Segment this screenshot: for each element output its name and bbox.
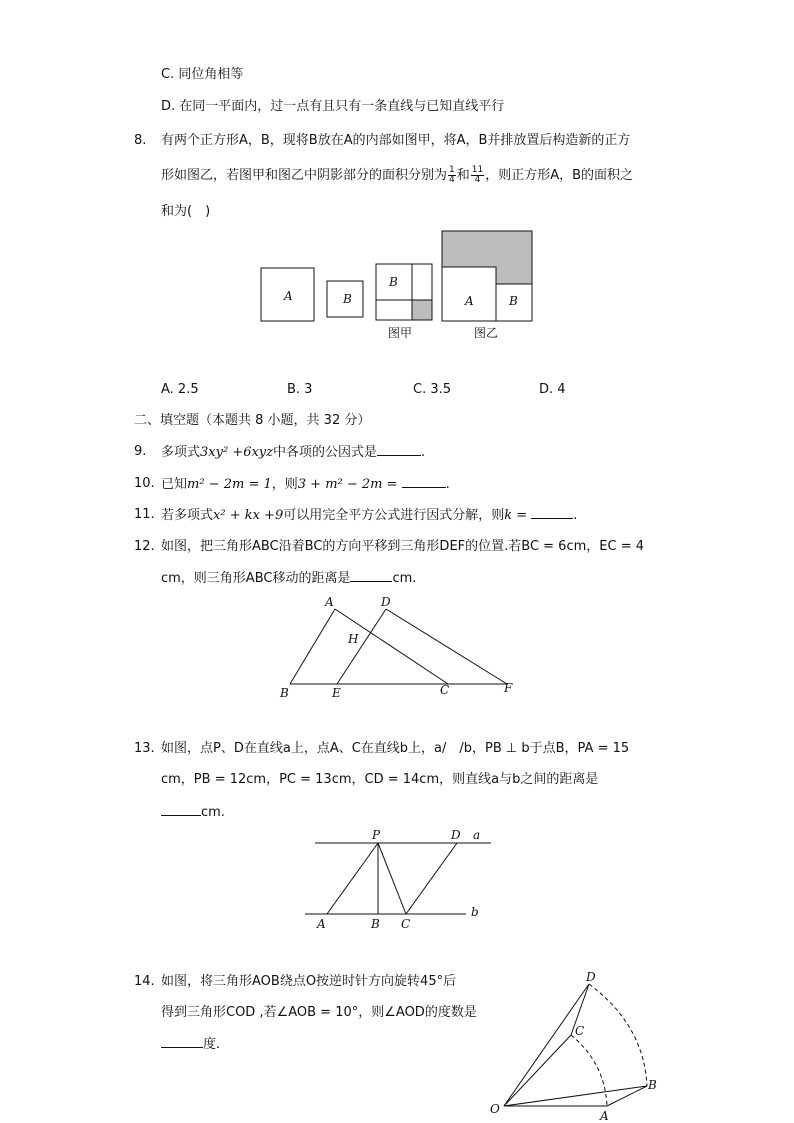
q8-conj: 和 [456, 168, 470, 183]
q11-text [161, 506, 577, 525]
q9-expr: 3xy² +6xyz [200, 445, 273, 460]
q8-line3: 和为( ) [161, 204, 211, 219]
point-d: D [381, 595, 391, 609]
q11-expr: x² + kx +9 [213, 508, 284, 523]
point-p: P [372, 828, 381, 842]
q8-figure [250, 225, 550, 350]
point-d: D [586, 970, 596, 984]
q12-line1: 如图，把三角形ABC沿着BC的方向平移到三角形DEF的位置.若BC = 6cm，EC = 4 [161, 539, 644, 554]
q8-line1: 有两个正方形A，B，现将B放在A的内部如图甲，将A，B并排放置后构造新的正方 [161, 133, 631, 148]
q12-line2a: cm，则三角形ABC移动的距离是 [161, 571, 351, 586]
segment-pa [327, 843, 378, 914]
label-yi-b: B [509, 294, 518, 308]
point-c: C [401, 917, 411, 931]
q14-answer-blank[interactable] [161, 1035, 203, 1048]
q9-number: 9. [134, 444, 147, 459]
q10-expr1: m² − 2m = 1 [187, 477, 272, 492]
segment-ob [504, 1086, 647, 1106]
segment-pc [378, 843, 406, 914]
segment-ba [290, 609, 335, 684]
q8-option-b: B. 3 [287, 382, 313, 397]
point-b: B [280, 686, 289, 700]
point-d: D [451, 828, 461, 842]
q12-line2b: cm. [392, 571, 417, 586]
q10-text [161, 475, 450, 494]
q8-option-d: D. 4 [539, 382, 566, 397]
q8-option-a: A. 2.5 [161, 382, 199, 397]
q10-answer-blank[interactable] [402, 475, 446, 488]
segment-df [386, 609, 507, 684]
label-line-b: b [471, 905, 479, 919]
q11-end: . [573, 508, 578, 523]
q11-mid: 可以用完全平方公式进行因式分解，则 [283, 508, 505, 523]
q11-answer-blank[interactable] [531, 506, 573, 519]
q9-end: . [421, 445, 426, 460]
q12-number: 12. [134, 539, 155, 554]
q10-expr2: 3 + m² − 2m = [297, 477, 398, 492]
point-f: F [504, 681, 513, 695]
q10-end: . [445, 477, 450, 492]
q8-frac1-den: 4 [449, 175, 455, 185]
q9-pre: 多项式 [161, 445, 201, 460]
segment-oc [504, 1035, 571, 1106]
q14-line3-text: 度. [203, 1037, 221, 1052]
q13-line3 [161, 803, 225, 822]
q11-expr2: k = [504, 508, 528, 523]
arc-db [589, 984, 647, 1086]
q12-figure [270, 590, 530, 705]
q8-frac2-num: 11 [471, 165, 484, 175]
segment-ed [337, 609, 386, 684]
q8-fraction-2 [471, 166, 484, 185]
q13-number: 13. [134, 741, 155, 756]
q13-line2: cm，PB = 12cm，PC = 13cm，CD = 14cm，则直线a与b之间的距离是 [161, 772, 599, 787]
q8-fraction-1 [448, 166, 456, 185]
arc-ca [571, 1035, 607, 1106]
q14-line2: 得到三角形COD ,若∠AOB = 10°，则∠AOD的度数是 [161, 1005, 477, 1020]
q7-option-c: C. 同位角相等 [161, 67, 244, 82]
section-heading: 二、填空题（本题共 8 小题，共 32 分） [134, 413, 371, 428]
q14-figure [484, 965, 669, 1123]
segment-ac [335, 609, 448, 684]
q11-pre: 若多项式 [161, 508, 214, 523]
segment-cd [406, 843, 457, 914]
label-jia-b: B [389, 275, 398, 289]
q9-text [161, 443, 425, 462]
q13-line3-text: cm. [201, 805, 225, 820]
q7-option-d: D. 在同一平面内，过一点有且只有一条直线与已知直线平行 [161, 99, 505, 114]
q8-frac1-num: 1 [449, 165, 455, 175]
fig-jia-shaded [412, 300, 432, 320]
point-a: A [317, 917, 326, 931]
point-e: E [332, 686, 341, 700]
q12-answer-blank[interactable] [350, 569, 392, 582]
q14-line3 [161, 1035, 220, 1054]
point-o: O [490, 1102, 500, 1116]
point-a: A [600, 1109, 609, 1123]
q14-line1: 如图，将三角形AOB绕点O按逆时针方向旋转45°后 [161, 974, 457, 989]
q9-post: 中各项的公因式是 [273, 445, 378, 460]
segment-od [504, 984, 589, 1106]
caption-jia: 图甲 [388, 326, 413, 340]
q10-pre: 已知 [161, 477, 188, 492]
point-h: H [348, 632, 359, 646]
q10-number: 10. [134, 476, 155, 491]
q8-frac2-den: 4 [474, 175, 481, 185]
point-c: C [440, 683, 450, 697]
caption-yi: 图乙 [474, 326, 499, 340]
label-a: A [284, 289, 293, 303]
point-b: B [371, 917, 380, 931]
q8-option-c: C. 3.5 [413, 382, 452, 397]
q13-answer-blank[interactable] [161, 803, 201, 816]
q8-line2 [161, 166, 633, 185]
q8-line2a: 形如图乙，若图甲和图乙中阴影部分的面积分别为 [161, 168, 448, 183]
point-c: C [575, 1024, 585, 1038]
q12-line2 [161, 569, 416, 588]
point-b: B [648, 1078, 657, 1092]
point-a: A [325, 595, 334, 609]
q9-answer-blank[interactable] [377, 443, 421, 456]
q10-mid: ，则 [271, 477, 298, 492]
label-yi-a: A [465, 294, 474, 308]
q8-line2b: ，则正方形A，B的面积之 [485, 168, 634, 183]
q14-number: 14. [134, 974, 155, 989]
label-b: B [343, 292, 352, 306]
label-line-a: a [473, 828, 481, 842]
q13-line1: 如图，点P、D在直线a上，点A、C在直线b上，a/ /b，PB ⊥ b于点B，PA = 15 [161, 741, 630, 756]
q13-figure [300, 825, 500, 935]
q11-number: 11. [134, 507, 155, 522]
q8-number: 8. [134, 133, 147, 148]
